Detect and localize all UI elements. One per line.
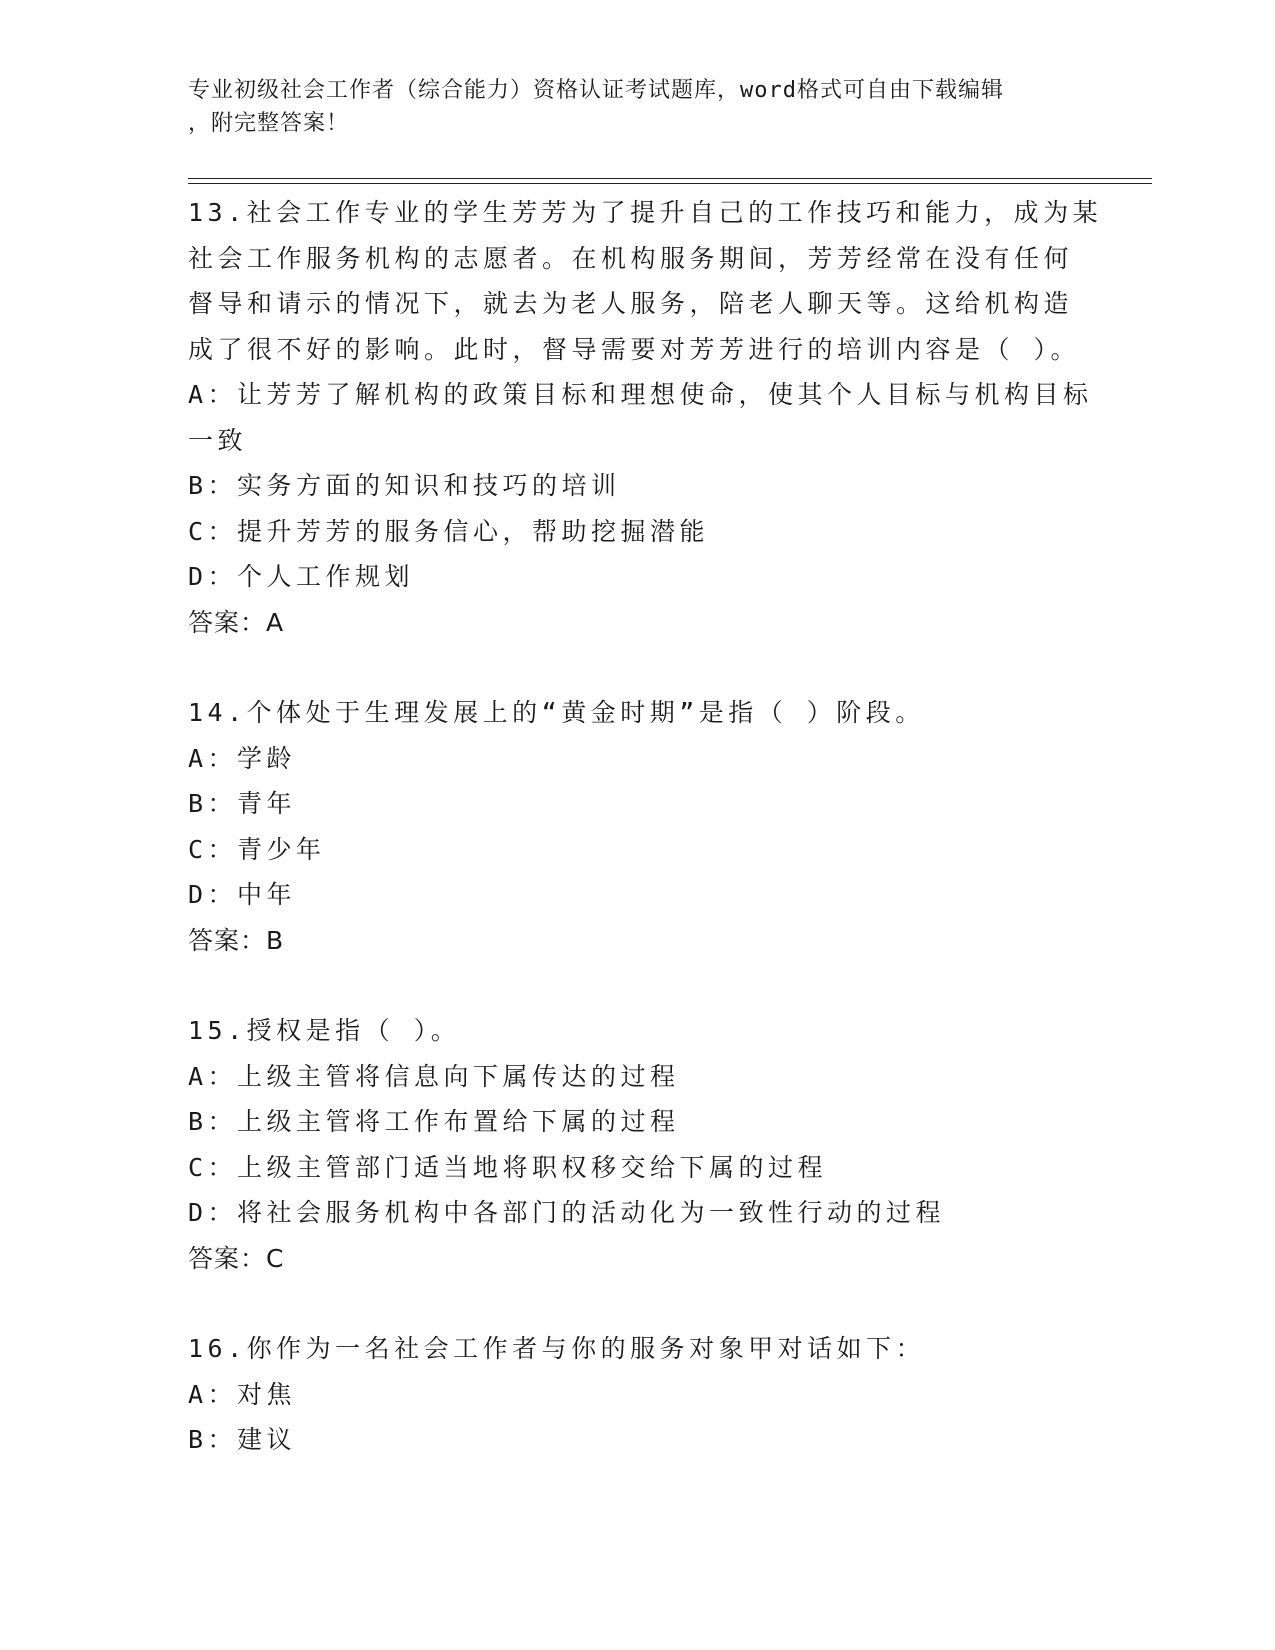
option-a: A：让芳芳了解机构的政策目标和理想使命，使其个人目标与机构目标 — [188, 380, 1093, 409]
answer-line: 答案：C — [188, 1243, 285, 1273]
option-a: A：上级主管将信息向下属传达的过程 — [188, 1061, 680, 1091]
option-a: A：学龄 — [188, 743, 297, 773]
option-a: A：对焦 — [188, 1379, 297, 1409]
question-stem-line: 16.你作为一名社会工作者与你的服务对象甲对话如下： — [188, 1334, 926, 1363]
header-line-1: 专业初级社会工作者（综合能力）资格认证考试题库，word格式可自由下载编辑 — [188, 78, 1004, 103]
option-b: B：青年 — [188, 789, 297, 818]
header-divider-top — [188, 178, 1152, 179]
option-d: D：中年 — [188, 880, 297, 909]
option-b: B：建议 — [188, 1425, 297, 1454]
question-14 — [188, 690, 1088, 963]
question-stem-line: 14.个体处于生理发展上的“黄金时期”是指（ ）阶段。 — [188, 698, 925, 727]
answer-line: 答案：A — [188, 607, 285, 637]
option-b: B：实务方面的知识和技巧的培训 — [188, 471, 621, 500]
option-c: C：青少年 — [188, 834, 326, 864]
question-13 — [188, 190, 1103, 645]
question-stem-line: 13.社会工作专业的学生芳芳为了提升自己的工作技巧和能力，成为某 — [188, 198, 1103, 227]
spacer — [188, 1281, 1088, 1326]
question-stem-line: 15.授权是指（ ）。 — [188, 1016, 461, 1045]
option-d: D：将社会服务机构中各部门的活动化为一致性行动的过程 — [188, 1198, 946, 1227]
option-c: C：提升芳芳的服务信心，帮助挖掘潜能 — [188, 516, 710, 546]
answer-line: 答案：B — [188, 925, 285, 955]
option-b: B：上级主管将工作布置给下属的过程 — [188, 1107, 680, 1136]
document-header — [188, 74, 1088, 140]
option-c: C：上级主管部门适当地将职权移交给下属的过程 — [188, 1152, 828, 1182]
option-a-continued: 一致 — [188, 425, 248, 455]
question-15 — [188, 1008, 1088, 1281]
option-d: D：个人工作规划 — [188, 562, 415, 591]
question-stem-line: 成了很不好的影响。此时，督导需要对芳芳进行的培训内容是（ ）。 — [188, 334, 1081, 364]
question-16 — [188, 1326, 1088, 1463]
spacer — [188, 645, 1088, 690]
header-divider-bottom — [188, 183, 1152, 184]
spacer — [188, 963, 1088, 1008]
header-line-2: ，附完整答案！ — [188, 111, 350, 136]
question-stem-line: 督导和请示的情况下，就去为老人服务，陪老人聊天等。这给机构造 — [188, 289, 1074, 318]
question-stem-line: 社会工作服务机构的志愿者。在机构服务期间，芳芳经常在没有任何 — [188, 243, 1074, 273]
question-list — [188, 190, 1103, 1463]
